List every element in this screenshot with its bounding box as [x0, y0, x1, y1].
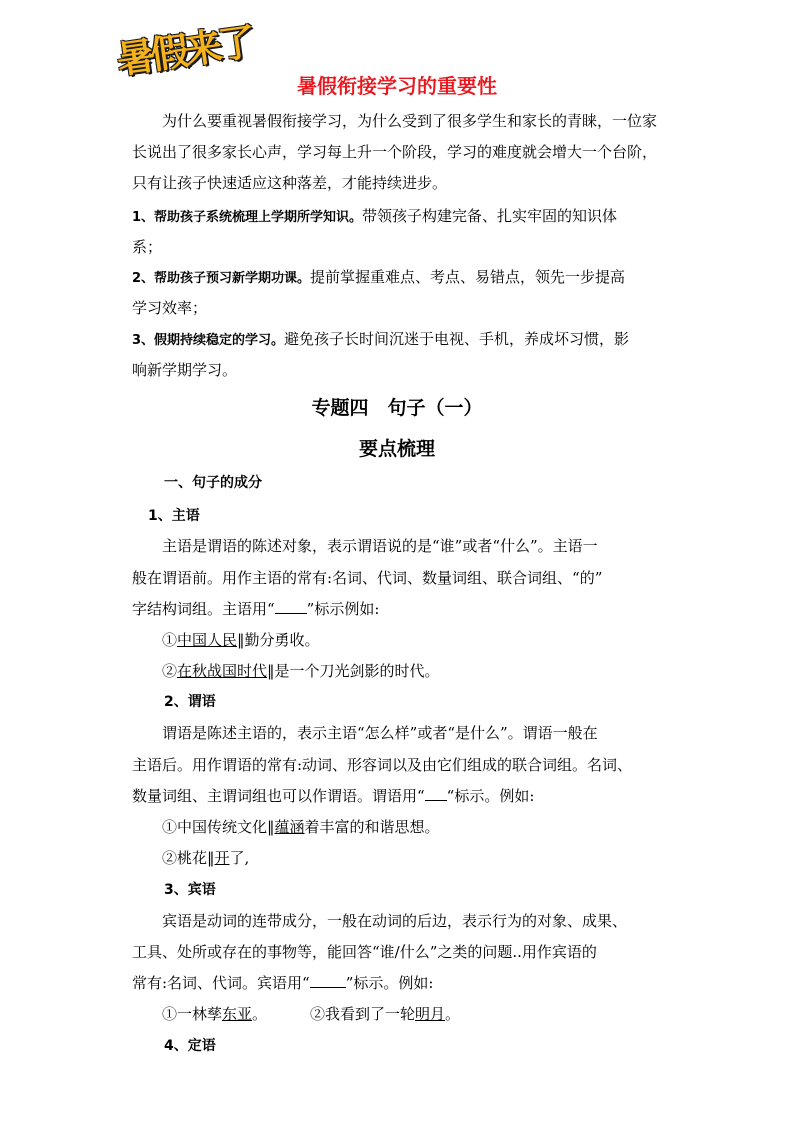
object-ex1-rest: 。 — [252, 1005, 268, 1023]
predicate-p3 — [132, 785, 534, 806]
object-ex2-underlined: 明月 — [415, 1005, 446, 1023]
logo-text: 暑假来了 — [114, 19, 255, 83]
intro-line-3: 只有让孩子快速适应这种落差，才能持续进步。 — [132, 174, 448, 192]
predicate-ex1-underlined: 蕴涵 — [274, 818, 305, 836]
subject-p3-a: 字结构词组。主语用“ — [132, 600, 275, 618]
predicate-ex2-underlined: 开 — [214, 849, 230, 867]
subject-example-1 — [162, 629, 320, 650]
point-2-cont: 学习效率； — [132, 299, 208, 317]
subject-p3 — [132, 598, 379, 619]
predicate-ex1-a: ①中国传统文化‖ — [162, 818, 275, 836]
object-p1: 宾语是动词的连带成分，一般在动词的后边，表示行为的对象、成果、 — [162, 912, 628, 930]
point-2 — [132, 266, 625, 287]
subject-p3-b: ”标示例如: — [306, 600, 380, 618]
predicate-p3-b: “标示。例如: — [446, 787, 535, 805]
subject-ex2-underlined: 在秋战国时代 — [177, 662, 268, 680]
point-3-text: 避免孩子长时间沉迷于电视、手机，养成坏习惯，影 — [284, 330, 630, 348]
point-3 — [132, 328, 629, 349]
predicate-p2: 主语后。用作谓语的常有:动词、形容词以及由它们组成的联合词组。名词、 — [132, 756, 633, 774]
predicate-p3-a: 数量词组、主谓词组也可以作谓语。谓语用“ — [132, 787, 425, 805]
point-2-bold: 2、帮助孩子预习新学期功课。 — [132, 271, 311, 286]
subject-heading: 1、主语 — [148, 508, 200, 524]
object-example-2 — [310, 1003, 460, 1024]
predicate-example-1 — [162, 816, 440, 837]
predicate-example-2 — [162, 847, 249, 868]
object-p3-b: ”标示。例如: — [345, 974, 434, 992]
subject-ex1-underlined: 中国人民 — [177, 631, 238, 649]
point-3-cont: 响新学期学习。 — [132, 361, 238, 379]
subject-blank — [275, 599, 307, 614]
point-1-text: 带领孩子构建完备、扎实牢固的知识体 — [362, 207, 618, 225]
attributive-heading: 4、定语 — [164, 1038, 216, 1054]
subject-ex2-rest: ‖是一个刀光剑影的时代。 — [267, 662, 440, 680]
subject-p2: 般在谓语前。用作主语的常有:名词、代词、数量词组、联合词组、“的” — [132, 569, 603, 587]
object-blank — [310, 973, 346, 988]
topic-title: 专题四 句子（一） — [311, 397, 483, 419]
subject-ex2-num: ② — [162, 662, 178, 680]
section-1-heading: 一、句子的成分 — [164, 475, 262, 491]
intro-line-1: 为什么要重视暑假衔接学习，为什么受到了很多学生和家长的青睐，一位家 — [162, 112, 658, 130]
banner-title: 暑假衔接学习的重要性 — [297, 74, 497, 98]
subject-ex1-rest: ‖勤分勇收。 — [237, 631, 320, 649]
subject-ex1-num: ① — [162, 631, 178, 649]
predicate-ex1-rest: 着丰富的和谐思想。 — [304, 818, 440, 836]
point-3-bold: 3、假期持续稳定的学习。 — [132, 333, 285, 348]
object-p3 — [132, 972, 433, 993]
object-p3-a: 常有:名词、代词。宾语用“ — [132, 974, 310, 992]
topic-subtitle: 要点梳理 — [358, 438, 435, 460]
point-1-bold: 1、帮助孩子系统梳理上学期所学知识。 — [132, 210, 363, 225]
predicate-blank — [425, 786, 447, 801]
predicate-ex2-a: ②桃花‖ — [162, 849, 215, 867]
predicate-heading: 2、谓语 — [164, 694, 216, 710]
object-ex1-a: ①一林孳 — [162, 1005, 223, 1023]
subject-example-2 — [162, 660, 440, 681]
intro-line-2: 长说出了很多家长心声，学习每上升一个阶段，学习的难度就会增大一个台阶， — [132, 143, 658, 161]
point-1 — [132, 205, 617, 226]
object-ex2-rest: 。 — [445, 1005, 461, 1023]
object-ex1-underlined: 东亚 — [222, 1005, 253, 1023]
point-1-cont: 系； — [132, 238, 163, 256]
object-example-1 — [162, 1003, 267, 1024]
predicate-p1: 谓语是陈述主语的，表示主语“怎么样”或者“是什么”。谓语一般在 — [162, 724, 598, 742]
object-ex2-a: ②我看到了一轮 — [310, 1005, 416, 1023]
subject-p1: 主语是谓语的陈述对象，表示谓语说的是“谁”或者“什么”。主语一 — [162, 537, 598, 555]
predicate-ex2-rest: 了, — [229, 849, 250, 867]
object-heading: 3、宾语 — [164, 882, 216, 898]
object-p2: 工具、处所或存在的事物等，能回答“谁/什么”之类的问题..用作宾语的 — [132, 943, 597, 961]
point-2-text: 提前掌握重难点、考点、易错点，领先一步提高 — [310, 268, 626, 286]
